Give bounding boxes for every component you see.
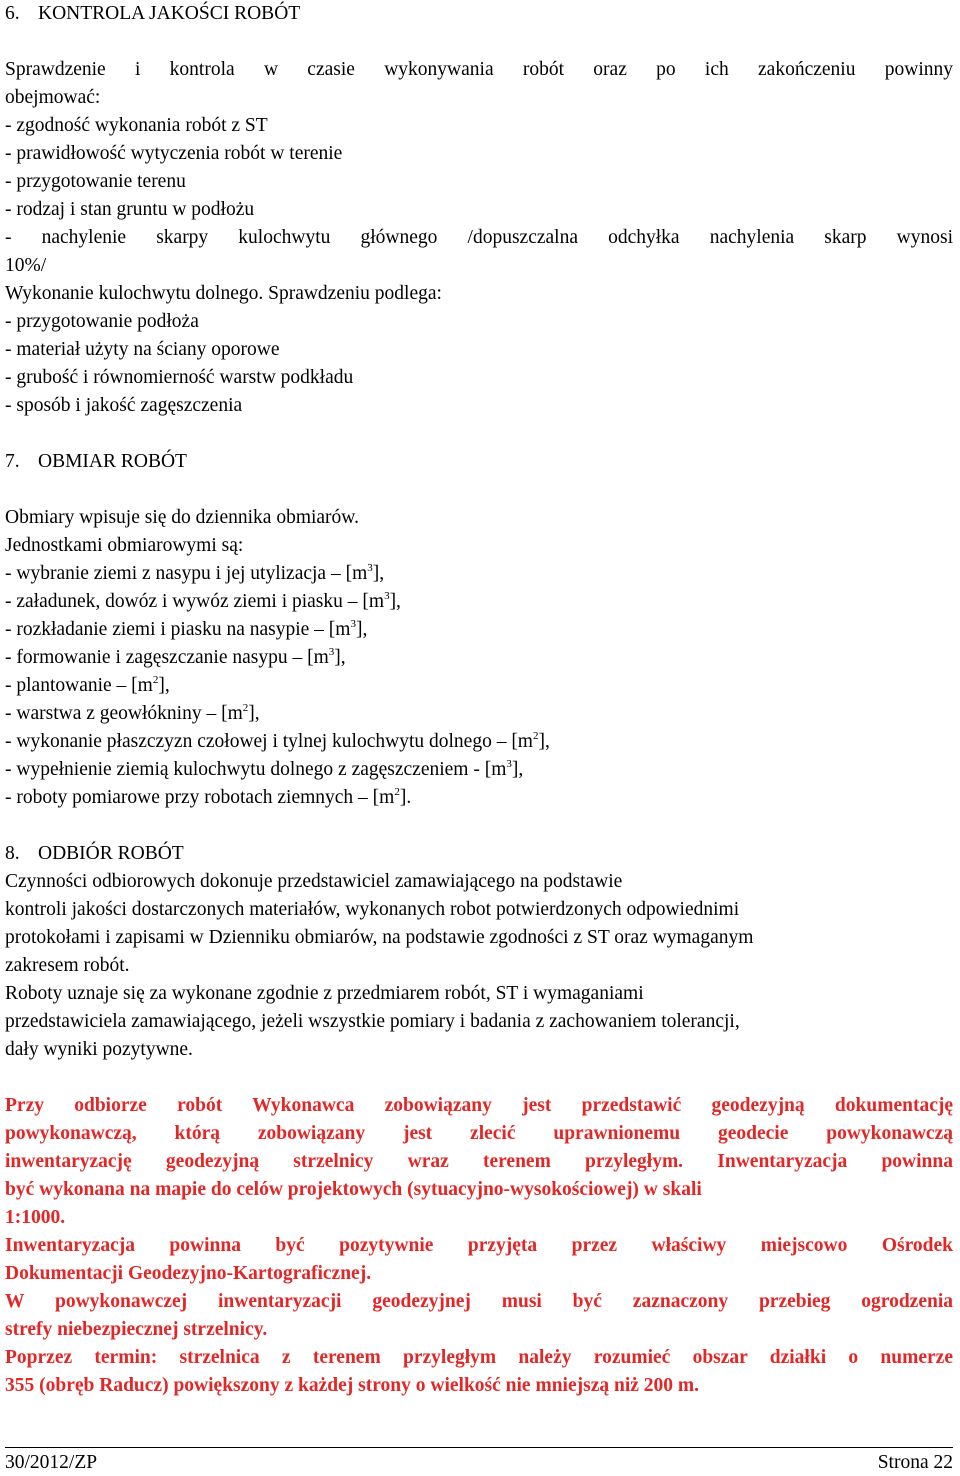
section-6-intro-line-2: obejmować: (5, 87, 101, 108)
notice-line: być wykonana na mapie do celów projektowych (sytuacyjno-wysokościowej) w skali (5, 1179, 702, 1200)
section-8-title: ODBIÓR ROBÓT (38, 843, 184, 864)
unit-item: - wykonanie płaszczyzn czołowej i tylnej kulochwytu dolnego – $[m^2]$, (5, 729, 550, 752)
paragraph-line: zakresem robót. (5, 955, 130, 976)
paragraph-line: protokołami i zapisami w Dzienniku obmiarów, na podstawie zgodności z ST oraz wymaganym (5, 927, 754, 948)
notice-line: inwentaryzację geodezyjną strzelnicy wraz terenem przyległym. Inwentaryzacja powinna (5, 1151, 953, 1172)
notice-line: W powykonawczej inwentaryzacji geodezyjnej musi być zaznaczony przebieg ogrodzenia (5, 1291, 953, 1312)
page-number: Strona 22 (877, 1452, 953, 1473)
unit-item: - formowanie i zagęszczanie nasypu – $[m^3]$, (5, 645, 346, 668)
paragraph-line: Czynności odbiorowych dokonuje przedstawiciel zamawiającego na podstawie (5, 871, 623, 892)
list-item: - przygotowanie terenu (5, 171, 186, 192)
page-footer (5, 1447, 953, 1476)
notice-line: Inwentaryzacja powinna być pozytywnie przyjęta przez właściwy miejscowo Ośrodek (5, 1235, 953, 1256)
paragraph-line: kontroli jakości dostarczonych materiałów, wykonanych robot potwierdzonych odpowiednimi (5, 899, 740, 920)
section-6-title: KONTROLA JAKOŚCI ROBÓT (38, 3, 301, 24)
section-7-heading (5, 448, 953, 476)
section-6-number: 6. (5, 3, 20, 24)
unit-item: - wypełnienie ziemią kulochwytu dolnego z zagęszczeniem - $[m^3]$, (5, 757, 524, 780)
section-6-heading (5, 0, 953, 28)
notice-line: Poprzez termin: strzelnica z terenem przyległym należy rozumieć obszar działki o numerze (5, 1347, 953, 1368)
document-number: 30/2012/ZP (5, 1452, 98, 1473)
notice-line: strefy niebezpiecznej strzelnicy. (5, 1319, 268, 1340)
section-8-number: 8. (5, 843, 20, 864)
notice-line: 1:1000. (5, 1207, 66, 1228)
section-7-title: OBMIAR ROBÓT (38, 451, 187, 472)
unit-item: - załadunek, dowóz i wywóz ziemi i piasku – $[m^3]$, (5, 589, 401, 612)
unit-item: - roboty pomiarowe przy robotach ziemnych – $[m^2]$. (5, 785, 412, 808)
unit-item: - rozkładanie ziemi i piasku na nasypie – $[m^3]$, (5, 617, 368, 640)
notice-line: Dokumentacji Geodezyjno-Kartograficznej. (5, 1263, 372, 1284)
document-page (5, 0, 953, 1400)
unit-item: - plantowanie – $[m^2]$, (5, 673, 170, 696)
list-item: - prawidłowość wytyczenia robót w terenie (5, 143, 343, 164)
slope-line-1: - nachylenie skarpy kulochwytu głównego /dopuszczalna odchyłka nachylenia skarp wynosi (5, 227, 953, 248)
section-7-line-1: Obmiary wpisuje się do dziennika obmiarów. (5, 507, 359, 528)
notice-line: powykonawczą, którą zobowiązany jest zlecić uprawnionemu geodecie powykonawczą (5, 1123, 953, 1144)
paragraph-line: przedstawiciela zamawiającego, jeżeli wszystkie pomiary i badania z zachowaniem tolerancji, (5, 1011, 740, 1032)
list-item: - przygotowanie podłoża (5, 311, 199, 332)
section-7-line-2: Jednostkami obmiarowymi są: (5, 535, 244, 556)
paragraph-line: dały wyniki pozytywne. (5, 1039, 193, 1060)
list-item: - materiał użyty na ściany oporowe (5, 339, 280, 360)
paragraph-line: Roboty uznaje się za wykonane zgodnie z przedmiarem robót, ST i wymaganiami (5, 983, 644, 1004)
notice-line: 355 (obręb Raducz) powiększony z każdej strony o wielkość nie mniejszą niż 200 m. (5, 1375, 700, 1396)
section-6-intro-line-1: Sprawdzenie i kontrola w czasie wykonywania robót oraz po ich zakończeniu powinny (5, 59, 953, 80)
section-7-number: 7. (5, 451, 20, 472)
section-8-heading (5, 840, 953, 868)
notice-line: Przy odbiorze robót Wykonawca zobowiązany jest przedstawić geodezyjną dokumentację (5, 1095, 953, 1116)
lower-intro: Wykonanie kulochwytu dolnego. Sprawdzeniu podlega: (5, 283, 442, 304)
list-item: - rodzaj i stan gruntu w podłożu (5, 199, 255, 220)
unit-item: - wybranie ziemi z nasypu i jej utylizacja – $[m^3]$, (5, 561, 385, 584)
list-item: - sposób i jakość zagęszczenia (5, 395, 243, 416)
slope-line-2: 10%/ (5, 255, 47, 276)
list-item: - zgodność wykonania robót z ST (5, 115, 268, 136)
unit-item: - warstwa z geowłókniny – $[m^2]$, (5, 701, 260, 724)
list-item: - grubość i równomierność warstw podkładu (5, 367, 354, 388)
